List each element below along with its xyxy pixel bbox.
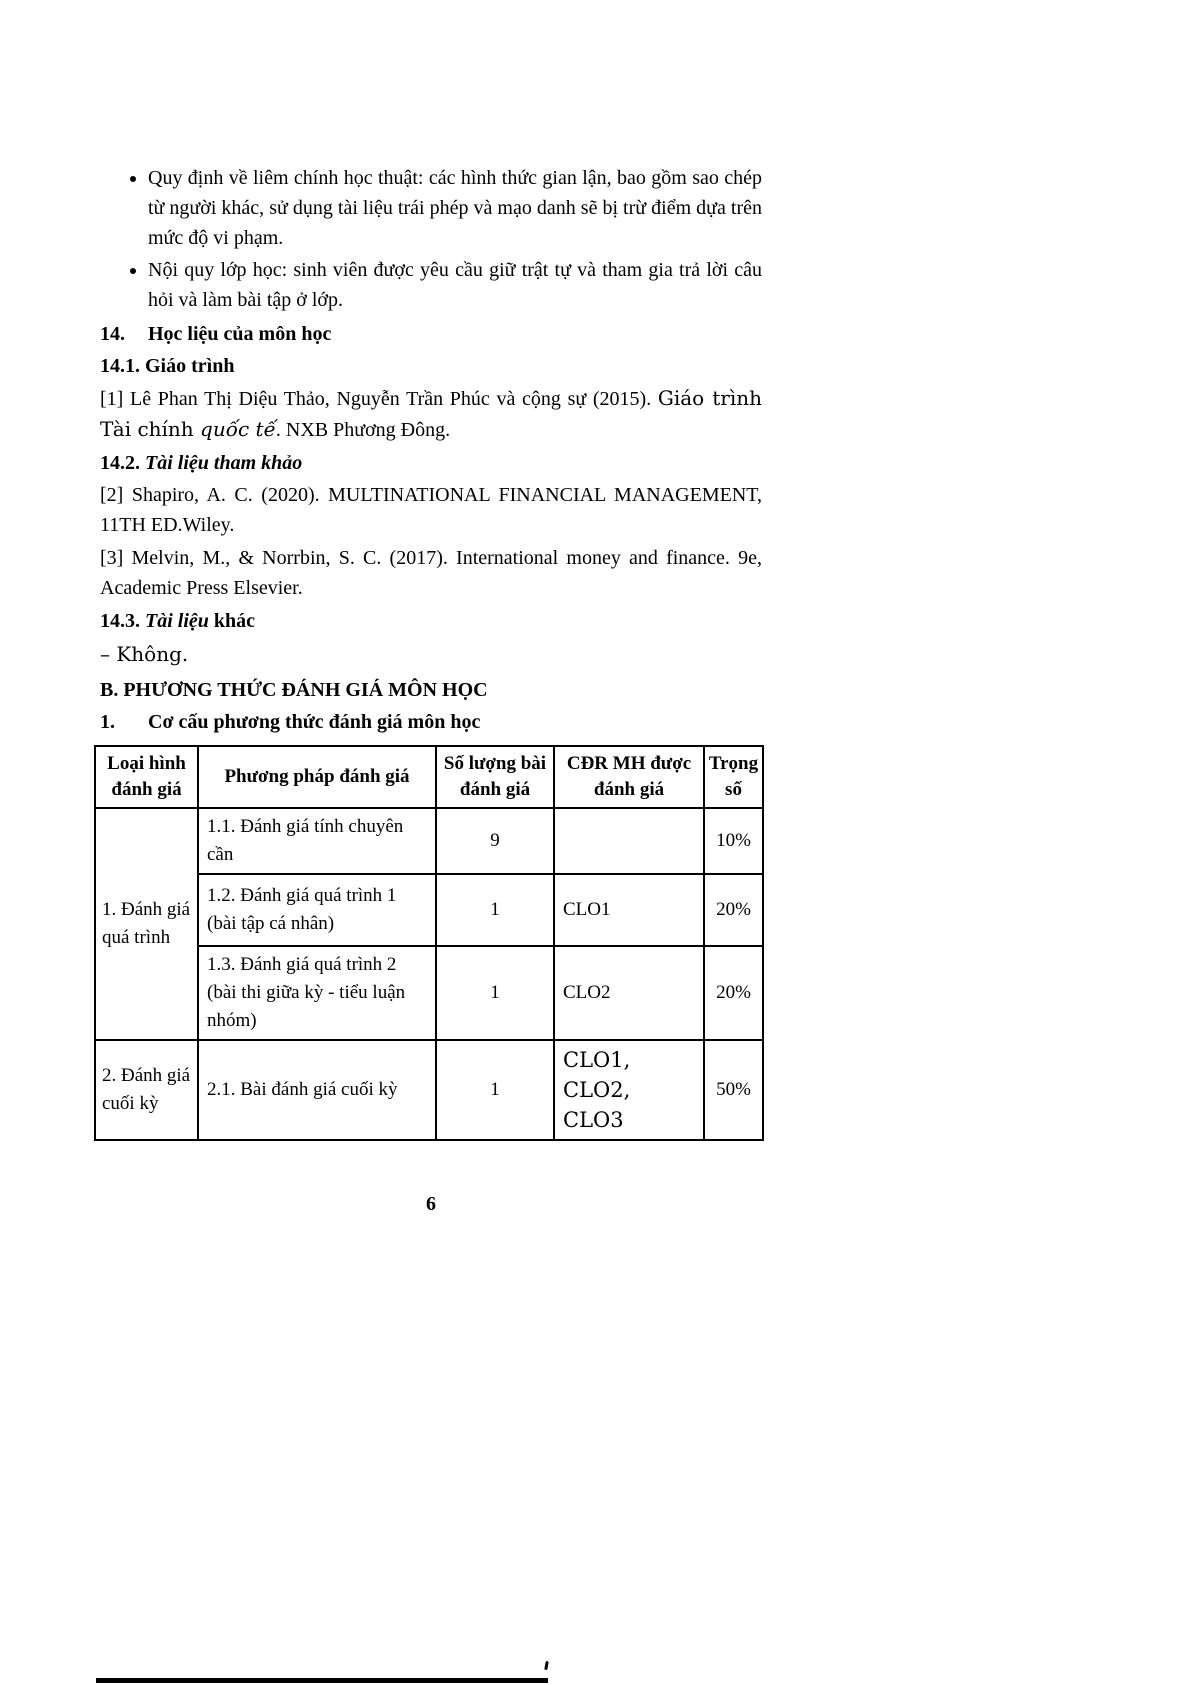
reference-3: [3] Melvin, M., & Norrbin, S. C. (2017). International money and finance. 9e, Academic Press Elsevier. (100, 547, 762, 599)
cell-count: 1 (436, 874, 554, 946)
section-b-1-number: 1. (100, 711, 115, 733)
page-number: 6 (426, 1193, 436, 1215)
section-14-3-heading (100, 606, 762, 636)
section-14-3-title-italic: Tài liệu (145, 610, 209, 632)
bullet-item-class-rules: • Nội quy lớp học: sinh viên được yêu cầu giữ trật tự và tham gia trả lời câu hỏi và làm bài tập ở lớp. (148, 255, 762, 315)
cell-weight: 10% (704, 808, 763, 874)
group-label-final: 2. Đánh giá cuối kỳ (95, 1040, 198, 1140)
section-b-heading: B. PHƯƠNG THỨC ĐÁNH GIÁ MÔN HỌC (100, 679, 488, 701)
cutoff-text-mark (544, 1661, 549, 1670)
cell-count: 1 (436, 1040, 554, 1140)
section-14-title: Học liệu của môn học (148, 323, 332, 345)
section-14-1-heading: 14.1. Giáo trình (100, 355, 235, 377)
rules-bullet-list (100, 163, 762, 315)
section-14-3-number: 14.3. (100, 610, 145, 632)
cell-clo: CLO1 (554, 874, 704, 946)
section-14-number: 14. (100, 323, 125, 345)
header-clo: CĐR MH được đánh giá (554, 746, 704, 808)
header-assessment-method: Phương pháp đánh giá (198, 746, 436, 808)
cell-clo: CLO2 (554, 946, 704, 1040)
section-14-2-title: Tài liệu tham khảo (145, 452, 303, 474)
cell-count: 9 (436, 808, 554, 874)
group-label-process: 1. Đánh giá quá trình (95, 808, 198, 1040)
reference-1-text: [1] Lê Phan Thị Diệu Thảo, Nguyễn Trần Phúc và cộng sự (2015). (100, 388, 658, 410)
section-14-2-heading (100, 448, 762, 478)
cell-weight: 20% (704, 946, 763, 1040)
section-b-1-heading (100, 707, 762, 737)
bullet-item-academic-integrity: • Quy định về liêm chính học thuật: các hình thức gian lận, bao gồm sao chép từ người khác, sử dụng tài liệu trái phép và mạo danh sẽ bị trừ điểm dựa trên mức độ vi phạm. (148, 163, 762, 253)
cell-weight: 50% (704, 1040, 763, 1140)
cell-method: 1.2. Đánh giá quá trình 1 (bài tập cá nhân) (198, 874, 436, 946)
cell-method: 1.1. Đánh giá tính chuyên cần (198, 808, 436, 874)
cell-clo: CLO1, CLO2, CLO3 (554, 1040, 704, 1140)
reference-1-publisher: . NXB Phương Đông. (275, 419, 451, 441)
section-14-2-number: 14.2. (100, 452, 145, 474)
header-assessment-type: Loại hình đánh giá (95, 746, 198, 808)
assessment-table (94, 745, 764, 1141)
cell-clo (554, 808, 704, 874)
cell-weight: 20% (704, 874, 763, 946)
cell-method: 2.1. Bài đánh giá cuối kỳ (198, 1040, 436, 1140)
table-row (95, 808, 763, 874)
reference-1 (100, 383, 762, 445)
none-text: – Không. (100, 642, 189, 666)
page-content (100, 163, 762, 1219)
reference-1-book-title: Giáo trình Tài chính (100, 386, 762, 441)
header-assessment-count: Số lượng bài đánh giá (436, 746, 554, 808)
cell-count: 1 (436, 946, 554, 1040)
section-b-1-title: Cơ cấu phương thức đánh giá môn học (148, 711, 481, 733)
reference-1-book-title-italic: quốc tế (200, 417, 276, 441)
table-header-row (95, 746, 763, 808)
section-14-heading (100, 319, 762, 349)
header-weight: Trọng số (704, 746, 763, 808)
reference-2: [2] Shapiro, A. C. (2020). MULTINATIONAL FINANCIAL MANAGEMENT, 11TH ED.Wiley. (100, 484, 762, 536)
table-row (95, 1040, 763, 1140)
cell-method: 1.3. Đánh giá quá trình 2 (bài thi giữa kỳ - tiểu luận nhóm) (198, 946, 436, 1040)
bottom-rule (96, 1678, 548, 1683)
section-14-3-title-rest: khác (208, 610, 256, 632)
